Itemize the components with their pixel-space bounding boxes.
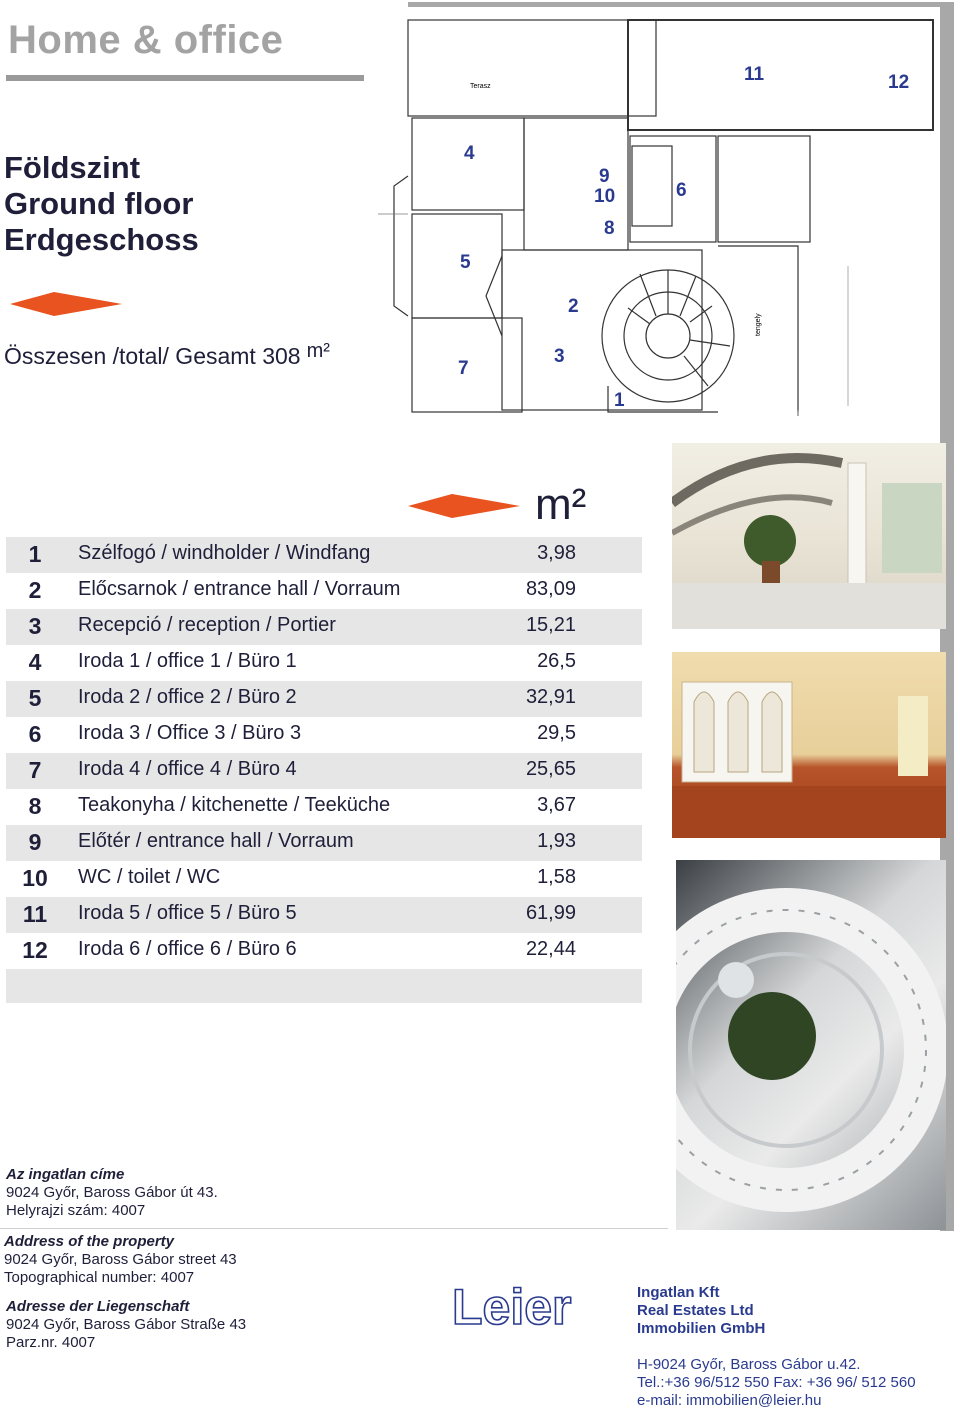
plan-room-10: 10 xyxy=(594,186,616,207)
company-names xyxy=(637,1284,765,1338)
table-row xyxy=(6,861,642,897)
company-email[interactable]: e-mail: immobilien@leier.hu xyxy=(637,1392,822,1409)
address-hu xyxy=(6,1166,218,1220)
address-hu-heading: Az ingatlan címe xyxy=(6,1166,125,1183)
room-number: 10 xyxy=(22,865,48,891)
room-area: 83,09 xyxy=(525,578,576,600)
room-name: Iroda 1 / office 1 / Büro 1 xyxy=(78,650,297,672)
company-name-de: Immobilien GmbH xyxy=(637,1320,766,1337)
plan-room-6: 6 xyxy=(676,180,687,201)
table-row xyxy=(6,537,642,573)
address-de-line: 9024 Győr, Baross Gábor Straße 43 xyxy=(6,1316,247,1333)
room-number: 8 xyxy=(28,793,42,819)
room-name: Iroda 3 / Office 3 / Büro 3 xyxy=(78,722,302,744)
floor-name-hu: Földszint xyxy=(4,150,141,185)
address-de-heading: Adresse der Liegenschaft xyxy=(6,1298,190,1315)
company-phone[interactable]: Tel.:+36 96/512 550 Fax: +36 96/ 512 560 xyxy=(637,1374,916,1391)
plan-room-3: 3 xyxy=(554,346,565,367)
photo-entrance-hall xyxy=(672,443,952,629)
floor-name-block xyxy=(4,150,199,258)
table-footer-bar xyxy=(6,969,642,1003)
room-number: 9 xyxy=(28,829,42,855)
total-area xyxy=(4,340,330,370)
company-name-hu: Ingatlan Kft xyxy=(637,1284,720,1301)
room-number: 5 xyxy=(28,685,42,711)
floor-name-de: Erdgeschoss xyxy=(4,222,199,257)
address-de-line: Parz.nr. 4007 xyxy=(6,1334,96,1351)
company-address: H-9024 Győr, Baross Gábor u.42. xyxy=(637,1356,861,1373)
title-divider xyxy=(6,75,364,81)
room-name: Előcsarnok / entrance hall / Vorraum xyxy=(78,578,401,600)
page-title: Home & office xyxy=(8,18,284,62)
arrow-decoration-icon xyxy=(408,494,520,518)
room-area: 1,58 xyxy=(537,866,576,888)
room-number: 3 xyxy=(28,613,42,639)
company-logo xyxy=(450,1282,630,1332)
room-name: Szélfogó / windholder / Windfang xyxy=(78,542,371,564)
address-en-line: 9024 Győr, Baross Gábor street 43 xyxy=(4,1251,237,1268)
total-value: 308 xyxy=(262,343,301,369)
table-row xyxy=(6,789,642,825)
room-name: Előtér / entrance hall / Vorraum xyxy=(78,830,354,852)
room-number: 2 xyxy=(28,577,42,603)
plan-room-1: 1 xyxy=(614,390,625,411)
table-row xyxy=(6,933,642,969)
address-de xyxy=(6,1298,246,1352)
room-area: 3,67 xyxy=(537,794,576,816)
photo-border xyxy=(946,443,954,1231)
room-area: 25,65 xyxy=(525,758,576,780)
total-label: Összesen /total/ Gesamt xyxy=(4,343,256,369)
room-area: 22,44 xyxy=(525,938,576,960)
room-number: 1 xyxy=(28,541,42,567)
room-name: Recepció / reception / Portier xyxy=(78,614,336,636)
room-name: Iroda 4 / office 4 / Büro 4 xyxy=(78,758,297,780)
table-row xyxy=(6,645,642,681)
table-row xyxy=(6,681,642,717)
room-area: 29,5 xyxy=(537,722,576,744)
address-en xyxy=(4,1233,237,1287)
room-area: 32,91 xyxy=(525,686,576,708)
room-number: 7 xyxy=(28,757,42,783)
photo-office-room xyxy=(672,652,952,838)
company-name-en: Real Estates Ltd xyxy=(637,1302,754,1319)
floor-plan xyxy=(378,6,938,418)
address-en-line: Topographical number: 4007 xyxy=(4,1269,195,1286)
plan-terrace-label: Terasz xyxy=(470,83,491,90)
total-unit: m² xyxy=(306,340,330,362)
room-name: Teakonyha / kitchenette / Teeküche xyxy=(78,794,391,816)
address-en-heading: Address of the property xyxy=(4,1233,175,1250)
room-area: 3,98 xyxy=(537,542,576,564)
room-name: Iroda 5 / office 5 / Büro 5 xyxy=(78,902,297,924)
arrow-decoration-icon xyxy=(10,292,122,316)
room-area: 1,93 xyxy=(537,830,576,852)
plan-room-5: 5 xyxy=(460,252,471,273)
plan-room-7: 7 xyxy=(458,358,469,379)
room-number: 11 xyxy=(22,901,48,927)
room-number: 12 xyxy=(22,937,48,963)
room-number: 6 xyxy=(28,721,42,747)
room-name: WC / toilet / WC xyxy=(78,866,221,888)
table-row xyxy=(6,825,642,861)
plan-room-11: 11 xyxy=(744,64,765,85)
plan-room-9: 9 xyxy=(599,166,610,187)
room-name: Iroda 6 / office 6 / Büro 6 xyxy=(78,938,297,960)
room-area: 15,21 xyxy=(525,614,576,636)
room-area: 26,5 xyxy=(537,650,576,672)
table-row xyxy=(6,717,642,753)
plan-axis-label: tengely xyxy=(755,313,762,336)
plan-room-2: 2 xyxy=(568,296,579,317)
plan-room-8: 8 xyxy=(604,218,615,239)
room-name: Iroda 2 / office 2 / Büro 2 xyxy=(78,686,297,708)
table-row xyxy=(6,609,642,645)
plan-room-4: 4 xyxy=(464,143,475,164)
address-hu-line: Helyrajzi szám: 4007 xyxy=(6,1202,146,1219)
logo-text: Leier xyxy=(452,1282,572,1332)
area-unit-header: m² xyxy=(535,480,587,529)
table-row xyxy=(6,573,642,609)
table-row xyxy=(6,753,642,789)
room-number: 4 xyxy=(28,649,42,675)
address-hu-line: 9024 Győr, Baross Gábor út 43. xyxy=(6,1184,218,1201)
room-area: 61,99 xyxy=(525,902,576,924)
company-contact xyxy=(637,1356,916,1410)
room-table xyxy=(6,537,642,969)
address-divider xyxy=(0,1228,668,1229)
plan-room-12: 12 xyxy=(888,72,910,93)
table-row xyxy=(6,897,642,933)
photo-spiral-staircase xyxy=(676,860,952,1230)
floor-name-en: Ground floor xyxy=(4,186,194,221)
